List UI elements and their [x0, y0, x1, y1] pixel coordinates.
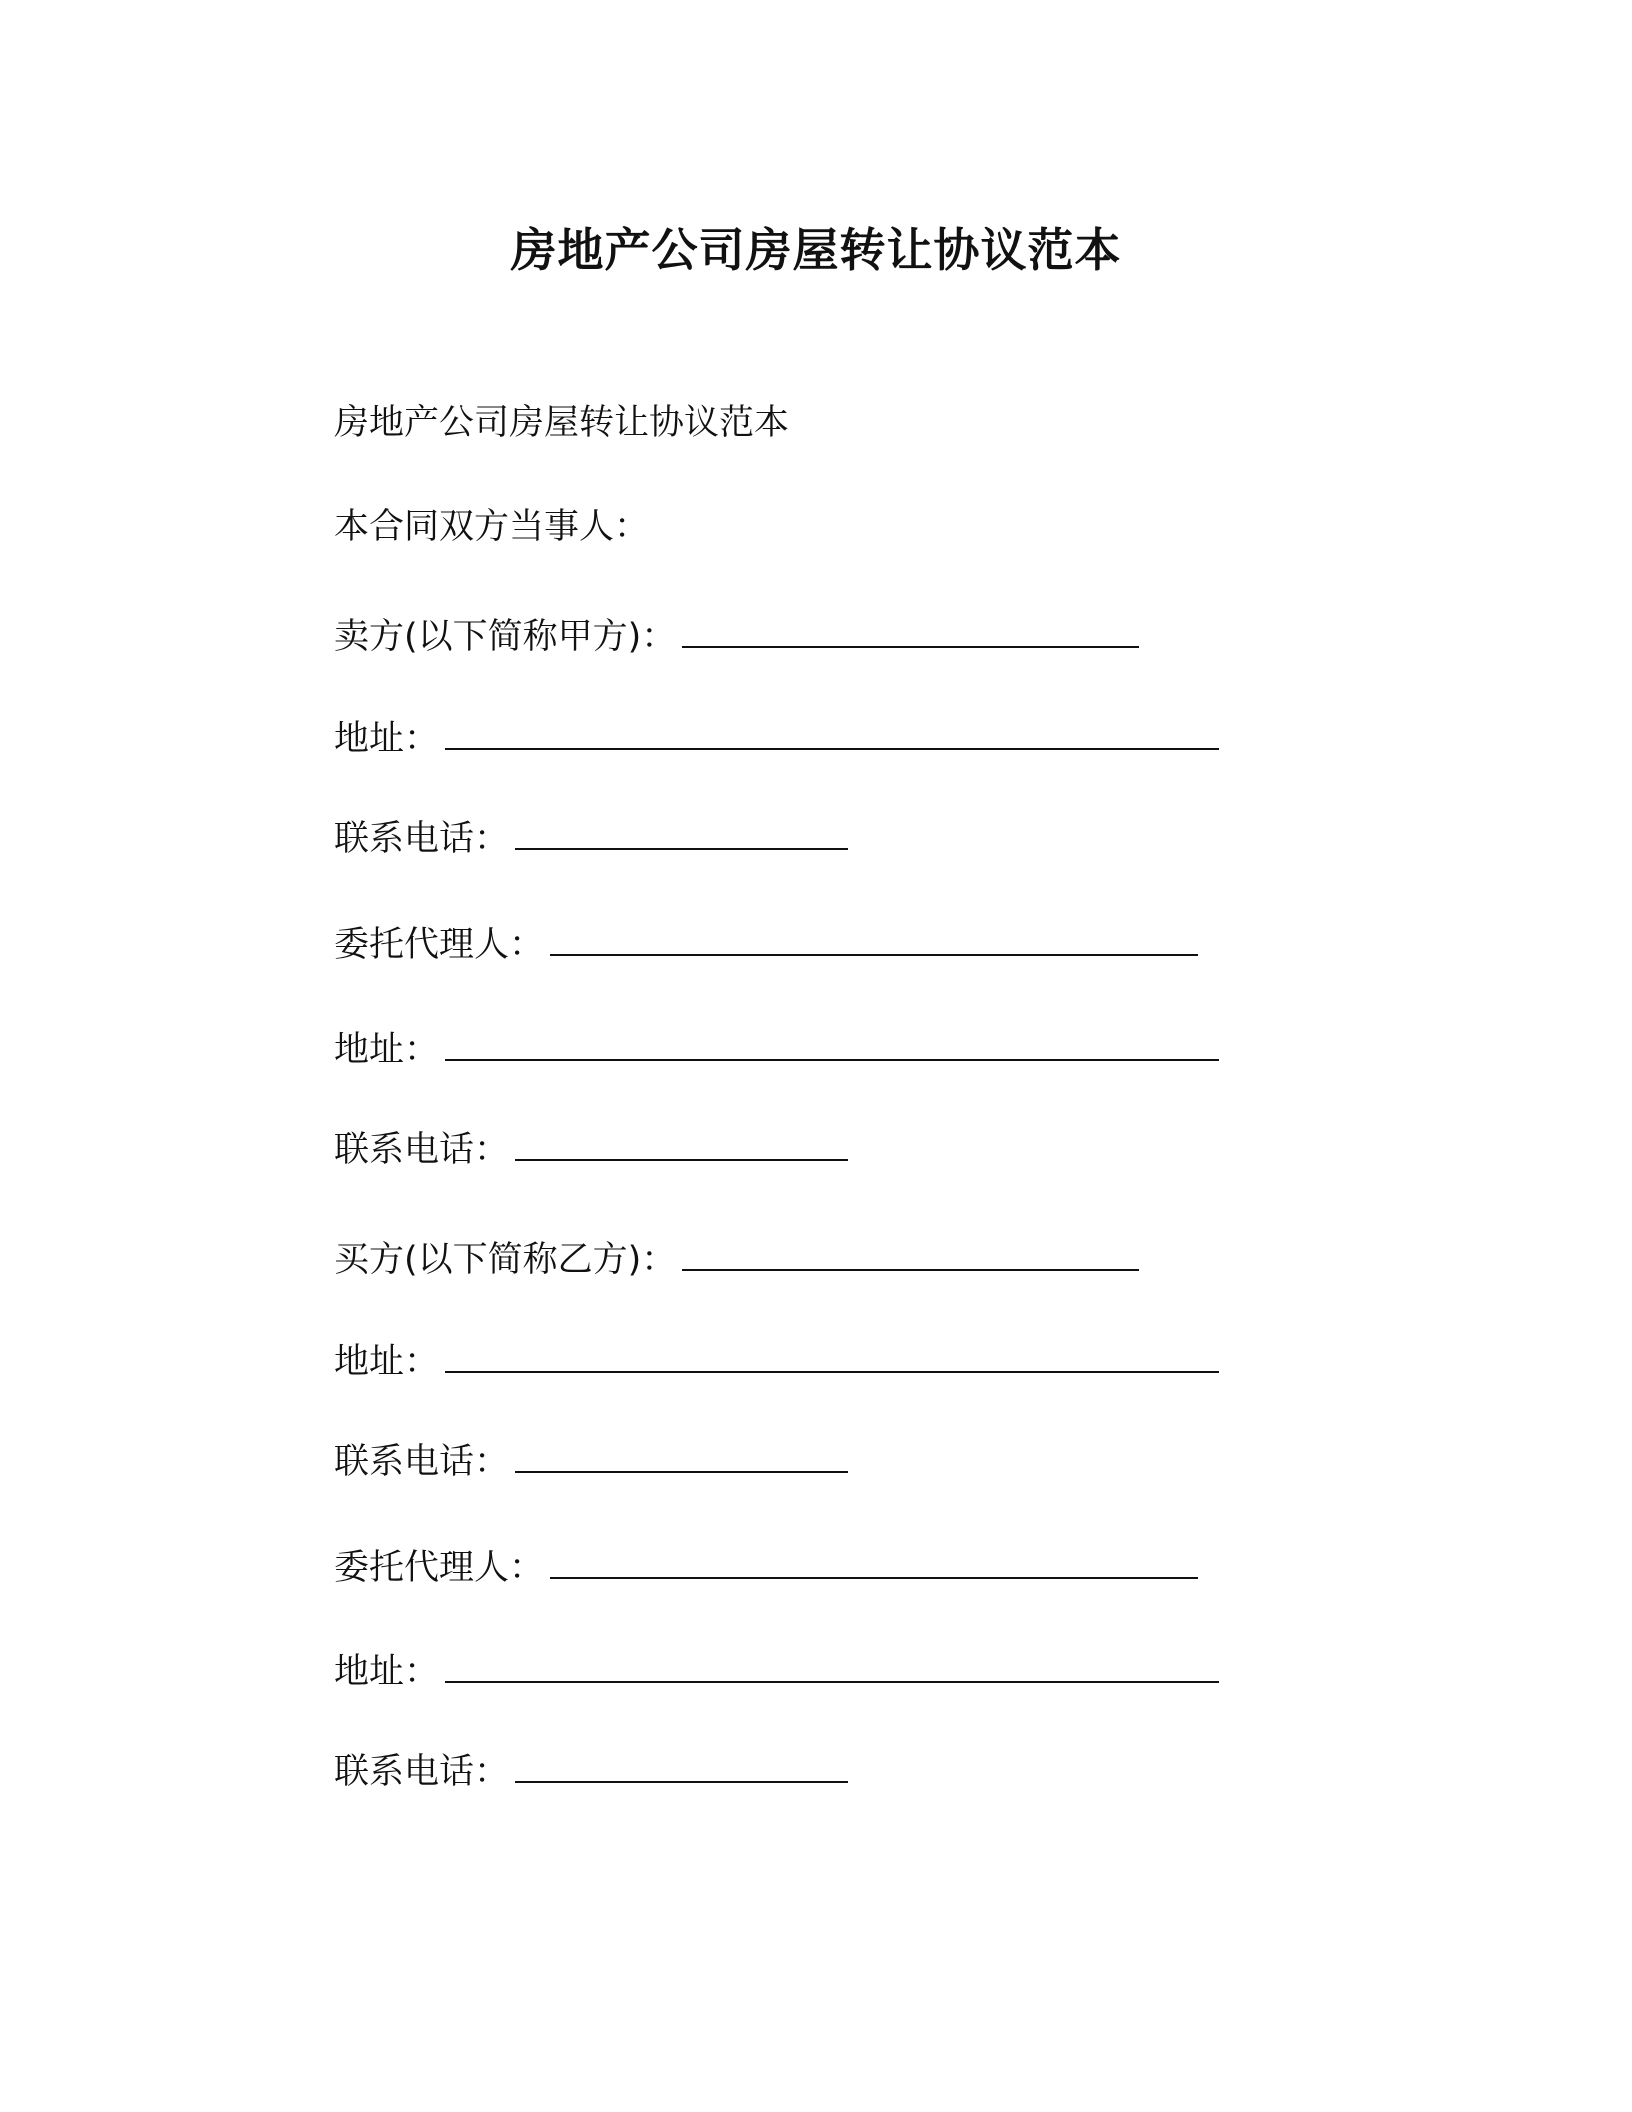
seller-name-field[interactable] — [682, 610, 1139, 648]
seller-agent-phone-line — [334, 1123, 848, 1175]
buyer-agent-address-label: 地址： — [334, 1652, 440, 1692]
buyer-agent-address-line — [334, 1645, 1219, 1697]
seller-agent-address-line — [334, 1023, 1219, 1075]
seller-agent-label: 委托代理人： — [334, 925, 545, 965]
buyer-agent-phone-label: 联系电话： — [334, 1752, 510, 1792]
seller-agent-line — [334, 918, 1198, 970]
buyer-phone-line — [334, 1435, 848, 1487]
buyer-address-label: 地址： — [334, 1342, 440, 1382]
parties-intro-text: 本合同双方当事人： — [334, 507, 650, 547]
seller-agent-address-label: 地址： — [334, 1030, 440, 1070]
buyer-phone-field[interactable] — [515, 1435, 848, 1473]
seller-agent-field[interactable] — [550, 918, 1198, 956]
seller-agent-address-field[interactable] — [445, 1023, 1219, 1061]
buyer-agent-field[interactable] — [550, 1541, 1198, 1579]
buyer-agent-phone-line — [334, 1745, 848, 1797]
seller-agent-phone-field[interactable] — [515, 1123, 848, 1161]
seller-phone-label: 联系电话： — [334, 819, 510, 859]
buyer-address-field[interactable] — [445, 1335, 1219, 1373]
document-title: 房地产公司房屋转让协议范本 — [510, 223, 1122, 277]
seller-phone-line — [334, 812, 848, 864]
buyer-agent-address-field[interactable] — [445, 1645, 1219, 1683]
document-subtitle — [334, 398, 789, 448]
buyer-party-line — [334, 1233, 1139, 1285]
seller-phone-field[interactable] — [515, 812, 848, 850]
buyer-phone-label: 联系电话： — [334, 1442, 510, 1482]
buyer-address-line — [334, 1335, 1219, 1387]
seller-address-label: 地址： — [334, 719, 440, 759]
parties-intro — [334, 502, 649, 552]
buyer-name-field[interactable] — [682, 1233, 1139, 1271]
seller-address-line — [334, 712, 1219, 764]
buyer-agent-phone-field[interactable] — [515, 1745, 848, 1783]
buyer-agent-label: 委托代理人： — [334, 1548, 545, 1588]
buyer-agent-line — [334, 1541, 1198, 1593]
seller-address-field[interactable] — [445, 712, 1219, 750]
seller-agent-phone-label: 联系电话： — [334, 1130, 510, 1170]
subtitle-text: 房地产公司房屋转让协议范本 — [334, 403, 790, 443]
seller-party-label: 卖方(以下简称甲方)： — [334, 617, 677, 657]
buyer-party-label: 买方(以下简称乙方)： — [334, 1240, 677, 1280]
seller-party-line — [334, 610, 1139, 662]
